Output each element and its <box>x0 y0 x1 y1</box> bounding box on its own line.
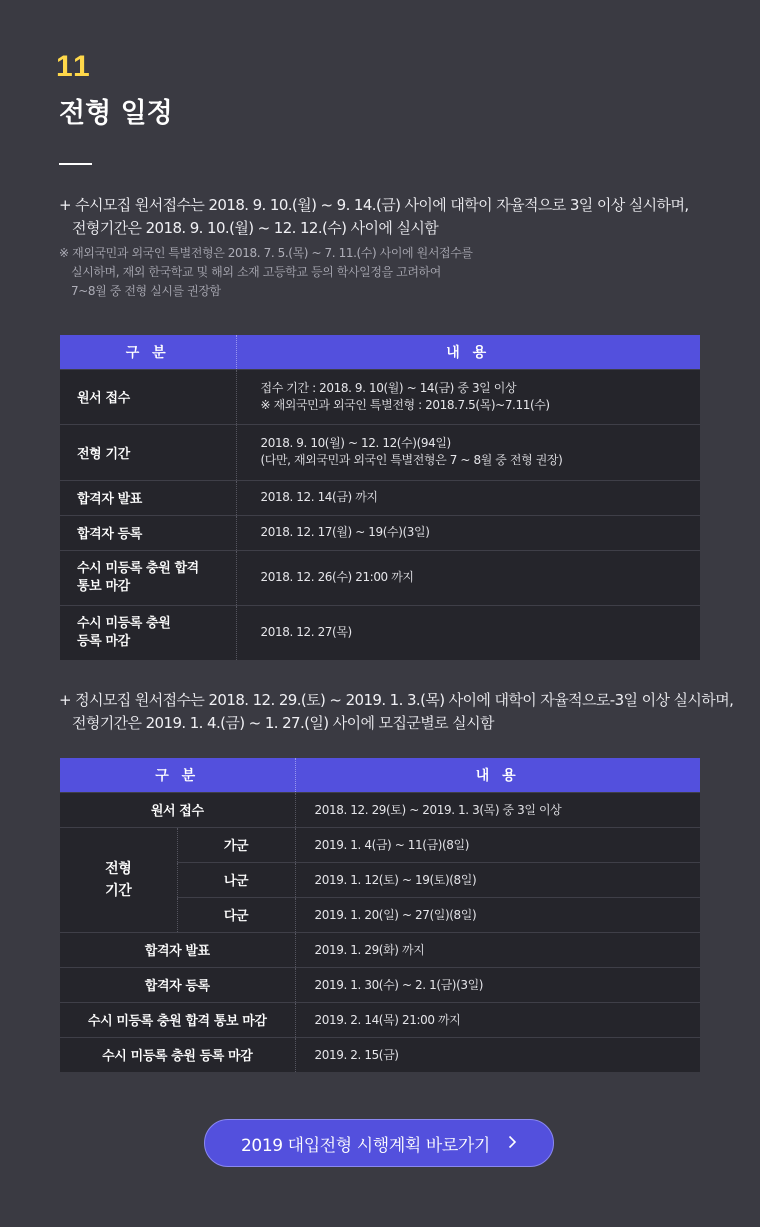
row-label: 합격자 발표 <box>60 932 295 967</box>
group-content: 2019. 1. 20(일) ~ 27(일)(8일) <box>295 897 700 932</box>
group-content: 2019. 1. 12(토) ~ 19(토)(8일) <box>295 862 700 897</box>
table-row <box>60 480 700 515</box>
table-row <box>60 1002 700 1037</box>
header-category: 구 분 <box>60 758 295 792</box>
row-label: 전형 기간 <box>60 424 236 480</box>
row-content-line1: 2018. 9. 10(월) ~ 12. 12(수)(94일) <box>260 436 451 450</box>
row-label <box>60 605 236 660</box>
jeongsi-note-line2: 전형기간은 2019. 1. 4.(금) ~ 1. 27.(일) 사이에 모집군별로 실시함 <box>72 714 494 732</box>
row-content <box>236 369 700 424</box>
susi-note <box>59 194 689 301</box>
jeongsi-note-main <box>59 689 733 735</box>
table-row <box>60 932 700 967</box>
table-row <box>60 967 700 1002</box>
header-content: 내 용 <box>236 335 700 369</box>
row-label: 합격자 발표 <box>60 480 236 515</box>
header-content: 내 용 <box>295 758 700 792</box>
table-row <box>60 515 700 550</box>
group-label: 다군 <box>177 897 295 932</box>
row-label-line2: 등록 마감 <box>77 633 130 649</box>
row-label: 원서 접수 <box>60 369 236 424</box>
row-label: 원서 접수 <box>60 792 295 827</box>
table-row <box>60 1037 700 1072</box>
chevron-right-icon <box>508 1134 517 1153</box>
table-row <box>60 424 700 480</box>
row-content-line2: (다만, 재외국민과 외국인 특별전형은 7 ~ 8월 중 전형 권장) <box>260 453 563 467</box>
row-content-line1: 접수 기간 : 2018. 9. 10(월) ~ 14(금) 중 3일 이상 <box>260 380 517 395</box>
row-content: 2019. 1. 30(수) ~ 2. 1(금)(3일) <box>295 967 700 1002</box>
group-content: 2019. 1. 4(금) ~ 11(금)(8일) <box>295 827 700 862</box>
table-row <box>60 792 700 827</box>
group-label: 나군 <box>177 862 295 897</box>
susi-sub-line3: 7~8월 중 전형 실시를 권장함 <box>71 284 221 298</box>
susi-note-line2: 전형기간은 2018. 9. 10.(월) ~ 12. 12.(수) 사이에 실시함 <box>72 219 439 237</box>
row-content: 2018. 12. 26(수) 21:00 까지 <box>236 550 700 605</box>
susi-sub-note <box>59 244 689 301</box>
period-label-line1: 전형 <box>105 860 132 877</box>
row-content-line2: ※ 재외국민과 외국인 특별전형 : 2018.7.5(목)~7.11(수) <box>260 397 550 412</box>
admission-plan-link-button[interactable] <box>204 1119 554 1167</box>
row-label: 합격자 등록 <box>60 967 295 1002</box>
header-category: 구 분 <box>60 335 236 369</box>
section-title: 전형 일정 <box>59 98 173 129</box>
row-label: 수시 미등록 충원 등록 마감 <box>60 1037 295 1072</box>
row-content: 2018. 12. 29(토) ~ 2019. 1. 3(목) 중 3일 이상 <box>295 792 700 827</box>
susi-note-main <box>59 194 689 240</box>
section-number: 11 <box>56 50 92 83</box>
susi-sub-line2: 실시하며, 재외 한국학교 및 해외 소재 고등학교 등의 학사일정을 고려하여 <box>71 265 441 279</box>
row-content: 2018. 12. 27(목) <box>236 605 700 660</box>
row-content: 2019. 2. 14(목) 21:00 까지 <box>295 1002 700 1037</box>
row-content <box>236 424 700 480</box>
row-label-line1: 수시 미등록 충원 <box>77 615 171 631</box>
jeongsi-note <box>59 689 733 735</box>
row-content: 2018. 12. 14(금) 까지 <box>236 480 700 515</box>
row-label: 수시 미등록 충원 합격 통보 마감 <box>60 1002 295 1037</box>
title-divider <box>59 163 92 165</box>
period-label-line2: 기간 <box>105 882 132 899</box>
group-label: 가군 <box>177 827 295 862</box>
period-label <box>60 827 177 932</box>
row-content: 2019. 2. 15(금) <box>295 1037 700 1072</box>
cta-label: 2019 대입전형 시행계획 바로가기 <box>241 1135 490 1156</box>
jeongsi-schedule-table <box>60 758 700 1072</box>
table-row <box>60 827 700 862</box>
jeongsi-note-line1: + 정시모집 원서접수는 2018. 12. 29.(토) ~ 2019. 1. 3.(목) 사이에 대학이 자율적으로-3일 이상 실시하며, <box>59 691 734 709</box>
table-header-row <box>60 758 700 792</box>
table-row <box>60 369 700 424</box>
table-header-row <box>60 335 700 369</box>
table-row <box>60 550 700 605</box>
row-label-line1: 수시 미등록 충원 합격 <box>77 560 199 576</box>
susi-schedule-table <box>60 335 700 660</box>
row-label-line2: 통보 마감 <box>77 578 130 594</box>
table-row <box>60 605 700 660</box>
row-label <box>60 550 236 605</box>
row-content: 2018. 12. 17(월) ~ 19(수)(3일) <box>236 515 700 550</box>
row-label: 합격자 등록 <box>60 515 236 550</box>
row-content: 2019. 1. 29(화) 까지 <box>295 932 700 967</box>
susi-sub-line1: ※ 재외국민과 외국인 특별전형은 2018. 7. 5.(목) ~ 7. 11.(수) 사이에 원서접수를 <box>59 246 473 260</box>
susi-note-line1: + 수시모집 원서접수는 2018. 9. 10.(월) ~ 9. 14.(금) 사이에 대학이 자율적으로 3일 이상 실시하며, <box>59 196 689 214</box>
